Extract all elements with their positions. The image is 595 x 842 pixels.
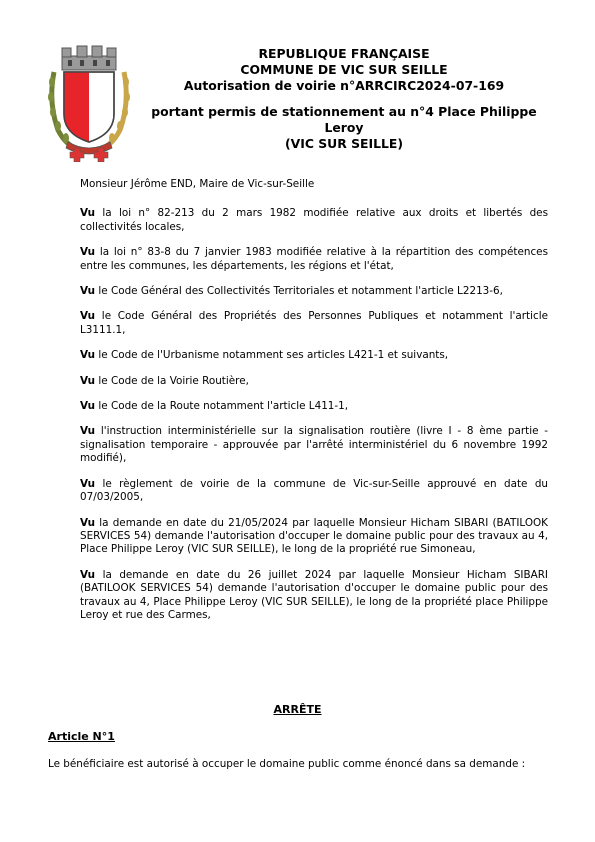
article-text: Le bénéficiaire est autorisé à occuper le domaine public comme énoncé dans sa demande : — [48, 758, 526, 770]
consideration-item — [80, 425, 548, 465]
vu-label: Vu — [80, 568, 96, 581]
vu-label: Vu — [80, 310, 96, 323]
vu-label: Vu — [80, 400, 96, 413]
arrete-heading: ARRÊTE — [273, 703, 322, 716]
vu-label: Vu — [80, 349, 96, 362]
consideration-text: le Code de la Voirie Routière, — [95, 374, 249, 387]
consideration-item — [80, 478, 548, 505]
consideration-item — [80, 310, 548, 337]
commune-title: COMMUNE DE VIC SUR SEILLE — [240, 62, 448, 77]
vu-label: Vu — [80, 285, 96, 298]
vu-label: Vu — [80, 477, 96, 490]
consideration-text: le Code de la Route notamment l'article L411-1, — [95, 400, 349, 413]
consideration-text: la loi n° 82-213 du 2 mars 1982 modifiée relative aux droits et libertés des collectivités locales, — [80, 207, 548, 233]
consideration-item — [80, 349, 548, 362]
consideration-text: la demande en date du 21/05/2024 par laquelle Monsieur Hicham SIBARI (BATILOOK SERVICES 54) demande l'autorisation d'occuper le domaine public pour des travaux au 4, Place Philippe Leroy (VIC SUR SEILLE), le long de la propriété rue Simoneau, — [80, 516, 548, 556]
subject-line: portant permis de stationnement au n°4 Place Philippe Leroy — [151, 104, 537, 135]
vu-label: Vu — [80, 207, 96, 220]
coat-of-arms-icon — [46, 42, 132, 162]
consideration-text: le règlement de voirie de la commune de Vic-sur-Seille approuvé en date du 07/03/2005, — [80, 477, 548, 504]
vu-label: Vu — [80, 246, 96, 259]
authorization-number: Autorisation de voirie n°ARRCIRC2024-07-169 — [183, 78, 505, 93]
consideration-item — [80, 400, 548, 413]
republic-title: REPUBLIQUE FRANÇAISE — [258, 46, 430, 61]
consideration-text: l'instruction interministérielle sur la signalisation routière (livre I - 8 ème partie - signalisation temporaire - approuvée par l'arrêté interministériel du 6 novembre 1992 modifié), — [80, 425, 548, 465]
consideration-text: la demande en date du 26 juillet 2024 par laquelle Monsieur Hicham SIBARI (BATILOOK SERVICES 54) demande l'autorisation d'occuper le domaine public pour des travaux au 4, Place Philippe Leroy (VIC SUR SEILLE), le long de la propriété place Philippe Leroy et rue des Carmes, — [80, 568, 548, 621]
vu-label: Vu — [80, 425, 96, 438]
consideration-text: la loi n° 83-8 du 7 janvier 1983 modifiée relative à la répartition des compétences entre les communes, les départements, les régions et l'état, — [80, 246, 548, 272]
consideration-text: le Code Général des Collectivités Territoriales et notamment l'article L2213-6, — [95, 285, 503, 298]
mayor-intro: Monsieur Jérôme END, Maire de Vic-sur-Seille — [80, 178, 315, 190]
consideration-item — [80, 246, 548, 273]
vu-label: Vu — [80, 374, 96, 387]
consideration-item — [80, 285, 548, 298]
vu-label: Vu — [80, 516, 96, 529]
considerations-block — [80, 178, 548, 622]
consideration-item — [80, 569, 548, 623]
consideration-item — [80, 517, 548, 557]
consideration-item — [80, 375, 548, 388]
subject-location: (VIC SUR SEILLE) — [284, 136, 404, 151]
article-title: Article N°1 — [48, 730, 115, 743]
consideration-text: le Code de l'Urbanisme notamment ses articles L421-1 et suivants, — [95, 349, 449, 362]
document-header — [140, 46, 548, 152]
consideration-item — [80, 207, 548, 234]
consideration-text: le Code Général des Propriétés des Personnes Publiques et notamment l'article L3111.1, — [80, 310, 548, 336]
